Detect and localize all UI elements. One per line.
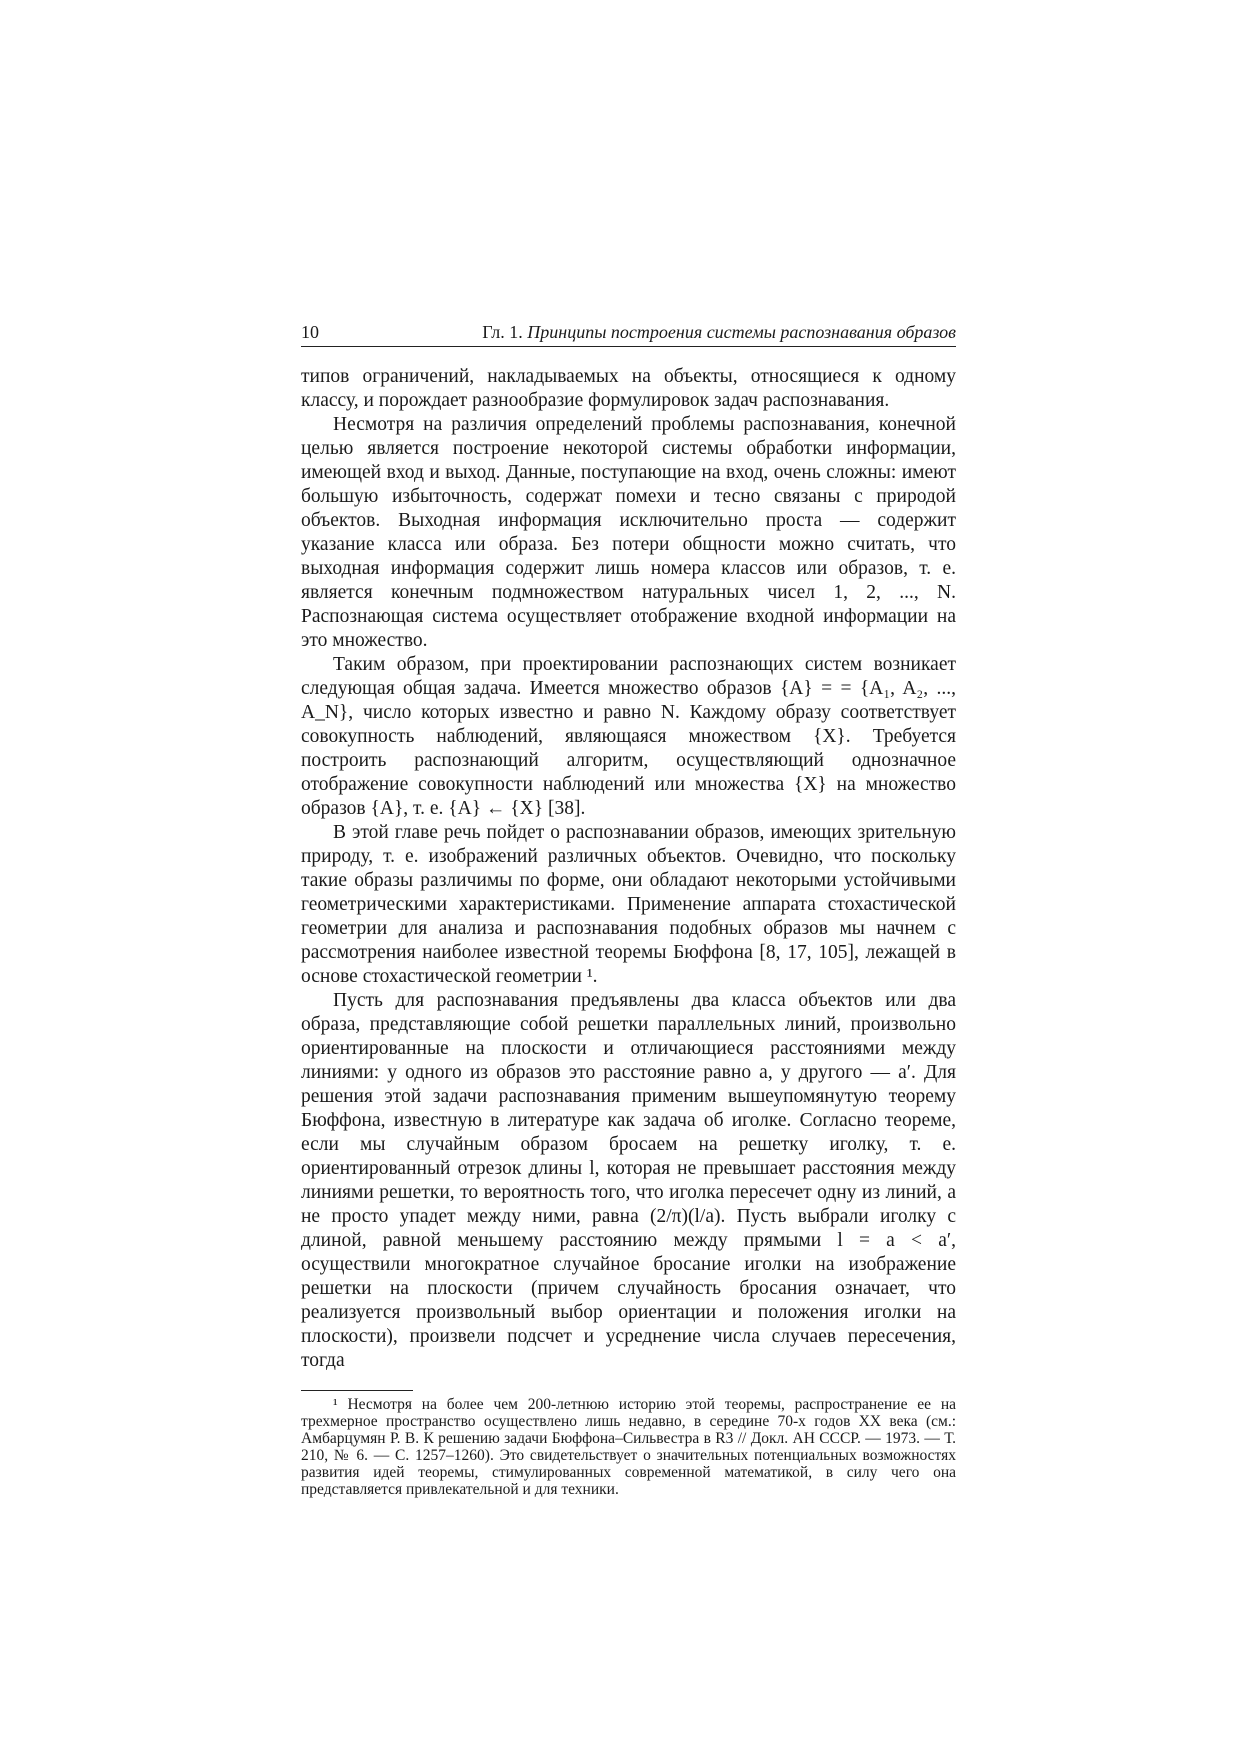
chapter-title bbox=[482, 320, 956, 344]
footnote-divider bbox=[301, 1390, 413, 1391]
paragraph-2: Несмотря на различия определений проблемы распознавания, конечной целью является построение некоторой системы обработки информации, имеющей вход и выход. Данные, поступающие на вход, очень сложны: имеют большую избыточность, содержат помехи и тесно связаны с природой объектов. Выходная информация исключительно проста — содержит указание класса или образа. Без потери общности можно считать, что выходная информация содержит лишь номера классов или образов, т. е. является конечным подмножеством натуральных чисел 1, 2, ..., N. Распознающая система осуществляет отображение входной информации на это множество. bbox=[301, 414, 956, 651]
running-header bbox=[301, 320, 956, 347]
book-page bbox=[301, 320, 956, 1498]
paragraph-3: Таким образом, при проектировании распознающих систем возникает следующая общая задача. Имеется множество образов {A} = = {A₁, A₂, ..., A_N}, число которых известно и равно N. Каждому образу соответствует совокупность наблюдений, являющаяся множеством {X}. Требуется построить распознающий алгоритм, осуществляющий однозначное отображение совокупности наблюдений или множества {X} на множество образов {A}, т. е. {A} ← {X} [38]. bbox=[301, 654, 956, 819]
chapter-title-text: Принципы построения системы распознавания образов bbox=[527, 322, 956, 342]
body-text bbox=[301, 365, 956, 1373]
paragraph-5: Пусть для распознавания предъявлены два класса объектов или два образа, представляющие собой решетки параллельных линий, произвольно ориентированные на плоскости и отличающиеся расстояниями между линиями: у одного из образов это расстояние равно a, у другого — a′. Для решения этой задачи распознавания применим вышеупомянутую теорему Бюффона, известную в литературе как задача об иголке. Согласно теореме, если мы случайным образом бросаем на решетку иголку, т. е. ориентированный отрезок длины l, которая не превышает расстояния между линиями решетки, то вероятность того, что иголка пересечет одну из линий, а не просто упадет между ними, равна (2/π)(l/a). Пусть выбрали иголку с длиной, равной меньшему расстоянию между прямыми l = a < a′, осуществили многократное случайное бросание иголки на изображение решетки на плоскости (причем случайность бросания означает, что реализуется произвольный выбор ориентации и положения иголки на плоскости), произвели подсчет и усреднение числа случаев пересечения, тогда bbox=[301, 990, 956, 1371]
paragraph-4: В этой главе речь пойдет о распознавании образов, имеющих зрительную природу, т. е. изображений различных объектов. Очевидно, что поскольку такие образы различимы по форме, они обладают некоторыми устойчивыми геометрическими характеристиками. Применение аппарата стохастической геометрии для анализа и распознавания подобных образов мы начнем с рассмотрения наиболее известной теоремы Бюффона [8, 17, 105], лежащей в основе стохастической геометрии ¹. bbox=[301, 822, 956, 987]
chapter-prefix: Гл. 1. bbox=[482, 322, 523, 342]
footnote: ¹ Несмотря на более чем 200-летнюю историю этой теоремы, распространение ее на трехмерное пространство осуществлено лишь недавно, в середине 70-х годов XX века (см.: Амбарцумян Р. В. К решению задачи Бюффона–Сильвестра в R3 // Докл. АН СССР. — 1973. — Т. 210, № 6. — С. 1257–1260). Это свидетельствует о значительных потенциальных возможностях развития идей теоремы, стимулированных современной математикой, в силу чего она представляется привлекательной и для техники. bbox=[301, 1396, 956, 1498]
paragraph-1: типов ограничений, накладываемых на объекты, относящиеся к одному классу, и порождает разнообразие формулировок задач распознавания. bbox=[301, 366, 956, 411]
page-number: 10 bbox=[301, 322, 319, 342]
